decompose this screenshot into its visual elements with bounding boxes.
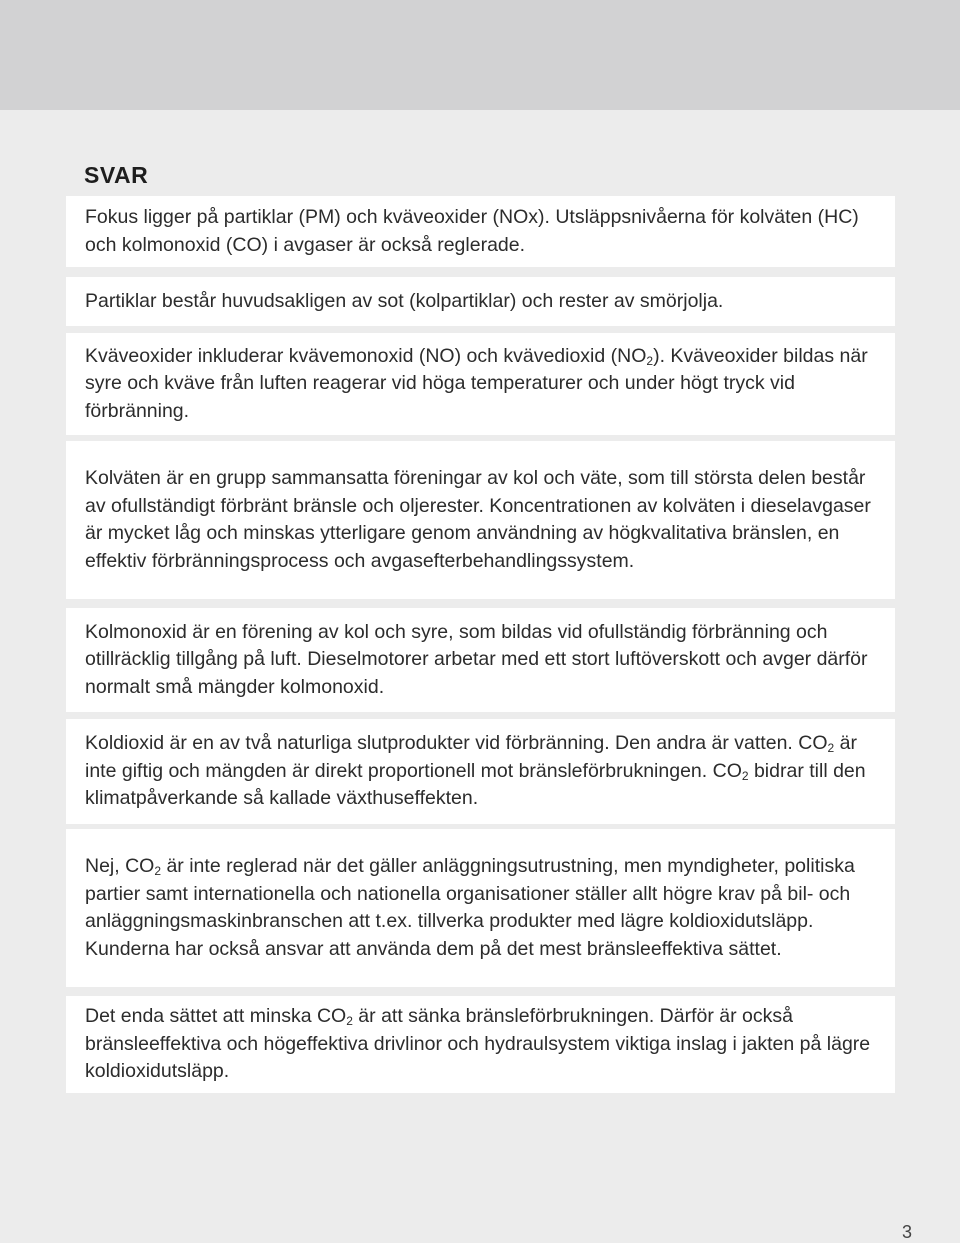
answer-paragraph-5 xyxy=(66,608,895,712)
text-segment: Koldioxid är en av två naturliga slutprodukter vid förbränning. Den andra är vatten. CO xyxy=(85,732,828,755)
text-segment: är att sänka bränsleförbrukningen. Därför är också bränsleeffektiva och högeffektiva drivlinor och hydraulsystem viktiga inslag i jakten på lägre koldioxidutsläpp. xyxy=(85,1005,871,1083)
subscript: 2 xyxy=(346,1014,353,1029)
answer-paragraph-7 xyxy=(66,829,895,987)
paragraph-text: Kolmonoxid är en förening av kol och syre, som bildas vid ofullständig förbränning och otillräcklig tillgång på luft. Dieselmotorer arbetar med ett stort luftöverskott och avger därför normalt små mängder kolmonoxid. xyxy=(85,620,868,698)
paragraph-text: Partiklar består huvudsakligen av sot (kolpartiklar) och rester av smörjolja. xyxy=(85,289,724,312)
answer-paragraph-6 xyxy=(66,719,895,824)
paragraph-text xyxy=(85,853,877,963)
answer-paragraph-2 xyxy=(66,277,895,326)
answer-paragraph-3 xyxy=(66,333,895,435)
text-segment: Det enda sättet att minska CO xyxy=(85,1005,347,1028)
paragraph-text xyxy=(85,343,877,426)
text-segment: Kväveoxider inkluderar kvävemonoxid (NO) och kvävedioxid (NO xyxy=(85,344,647,367)
paragraph-text xyxy=(85,1003,877,1086)
subscript: 2 xyxy=(827,741,835,756)
text-segment: ). Kväveoxider bildas när syre och kväve från luften reagerar vid höga temperaturer och under högt tryck vid förbränning. xyxy=(85,344,868,422)
text-segment: är inte giftig och mängden är direkt proportionell mot bränsleförbrukningen. CO xyxy=(85,732,857,782)
subscript: 2 xyxy=(646,353,654,368)
page-number: 3 xyxy=(901,1222,912,1242)
text-segment: är inte reglerad när det gäller anläggningsutrustning, men myndigheter, politiska partier samt internationella och nationella organisationer ställer allt högre krav på bil- och anläggningsmaskinbranschen att t.ex. tillverka produkter med lägre koldioxidutsläpp. Kunderna har också ansvar att använda dem på det mest bränsleeffektiva sättet. xyxy=(85,855,855,960)
header-band xyxy=(0,0,960,110)
text-segment: bidrar till den klimatpåverkande så kallade växthuseffekten. xyxy=(85,759,866,810)
text-segment: Nej, CO xyxy=(85,855,155,877)
subscript: 2 xyxy=(154,864,162,878)
section-heading: SVAR xyxy=(84,162,149,188)
answer-paragraph-8 xyxy=(66,996,895,1093)
paragraph-text xyxy=(85,730,877,813)
paragraph-text: Fokus ligger på partiklar (PM) och kväveoxider (NOx). Utsläppsnivåerna för kolväten (HC) och kolmonoxid (CO) i avgaser är också reglerade. xyxy=(85,206,859,256)
paragraph-text: Kolväten är en grupp sammansatta föreningar av kol och väte, som till största delen består av ofullständigt förbränt bränsle och oljerester. Koncentrationen av kolväten i dieselavgaser är mycket låg och minskas ytterligare genom användning av högkvalitativa bränslen, en effektiv förbränningsprocess och avgasefterbehandlingssystem. xyxy=(85,467,871,572)
subscript: 2 xyxy=(741,768,749,783)
answer-paragraph-1 xyxy=(66,196,895,267)
answer-paragraph-4 xyxy=(66,441,895,599)
